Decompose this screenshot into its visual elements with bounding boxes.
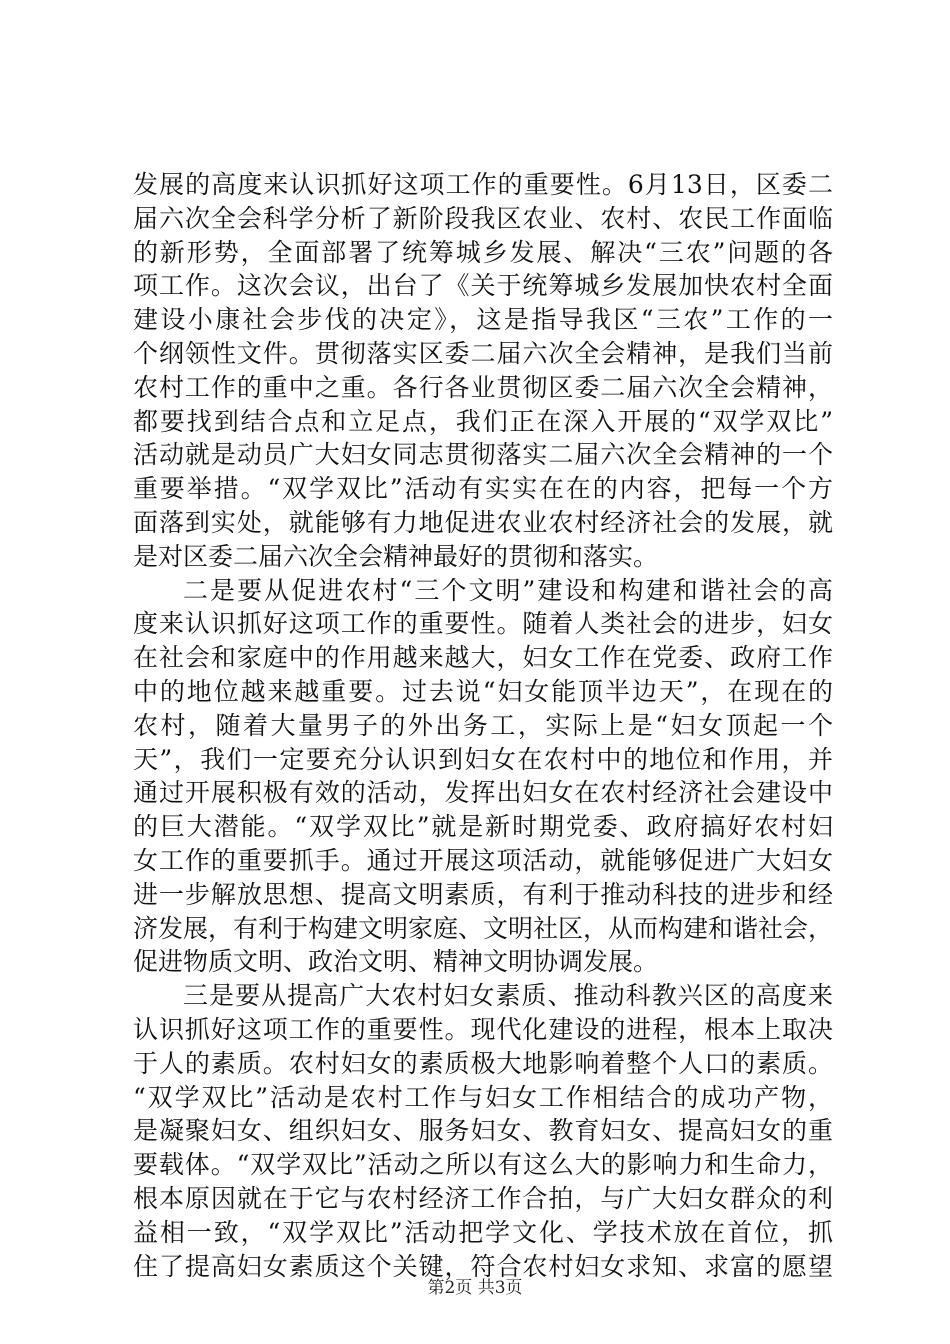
text-line: 济发展，有利于构建文明家庭、文明社区，从而构建和谐社会， bbox=[133, 913, 834, 943]
text-line: 的巨大潜能。“双学双比”就是新时期党委、政府搞好农村妇 bbox=[133, 812, 833, 842]
text-line: 个纲领性文件。贯彻落实区委二届六次全会精神，是我们当前 bbox=[133, 338, 833, 368]
text-line: 的新形势，全面部署了统筹城乡发展、解决“三农”问题的各 bbox=[133, 237, 833, 267]
text-line: 天”，我们一定要充分认识到妇女在农村中的地位和作用，并 bbox=[133, 744, 833, 774]
text-line: 项工作。这次会议，出台了《关于统筹城乡发展加快农村全面 bbox=[133, 271, 833, 301]
text-line: 要载体。“双学双比”活动之所以有这么大的影响力和生命力， bbox=[133, 1150, 833, 1180]
page-footer: 第2页 共3页 bbox=[427, 1278, 523, 1298]
body-text bbox=[133, 168, 833, 1283]
text-line: 根本原因就在于它与农村经济工作合拍，与广大妇女群众的利 bbox=[133, 1183, 833, 1213]
text-line: 度来认识抓好这项工作的重要性。随着人类社会的进步，妇女 bbox=[133, 609, 833, 639]
text-line: “双学双比”活动是农村工作与妇女工作相结合的成功产物， bbox=[133, 1082, 833, 1112]
text-line: 农村工作的重中之重。各行各业贯彻区委二届六次全会精神， bbox=[133, 372, 833, 402]
text-line: 通过开展积极有效的活动，发挥出妇女在农村经济社会建设中 bbox=[133, 778, 833, 808]
text-line: 中的地位越来越重要。过去说“妇女能顶半边天”，在现在的 bbox=[133, 676, 833, 706]
text-line: 是对区委二届六次全会精神最好的贯彻和落实。 bbox=[133, 541, 659, 571]
text-line: 发展的高度来认识抓好这项工作的重要性。6月13日，区委二 bbox=[133, 170, 833, 199]
text-line: 届六次全会科学分析了新阶段我区农业、农村、农民工作面临 bbox=[133, 203, 833, 233]
text-line: 女工作的重要抓手。通过开展这项活动，就能够促进广大妇女 bbox=[133, 845, 833, 875]
text-line: 进一步解放思想、提高文明素质，有利于推动科技的进步和经 bbox=[133, 879, 833, 909]
text-line: 是凝聚妇女、组织妇女、服务妇女、教育妇女、提高妇女的重 bbox=[133, 1116, 833, 1146]
text-line: 在社会和家庭中的作用越来越大，妇女工作在党委、政府工作 bbox=[133, 643, 833, 673]
text-line: 于人的素质。农村妇女的素质极大地影响着整个人口的素质。 bbox=[133, 1048, 833, 1078]
text-line: 重要举措。“双学双比”活动有实实在在的内容，把每一个方 bbox=[133, 474, 833, 504]
text-line: 都要找到结合点和立足点，我们正在深入开展的“双学双比” bbox=[133, 406, 833, 436]
text-line: 二是要从促进农村“三个文明”建设和构建和谐社会的高 bbox=[183, 575, 833, 605]
text-line: 住了提高妇女素质这个关键，符合农村妇女求知、求富的愿望 bbox=[133, 1251, 833, 1281]
text-line: 促进物质文明、政治文明、精神文明协调发展。 bbox=[133, 947, 659, 977]
text-line: 三是要从提高广大农村妇女素质、推动科教兴区的高度来 bbox=[183, 981, 833, 1011]
text-line: 建设小康社会步伐的决定》，这是指导我区“三农”工作的一 bbox=[133, 305, 833, 335]
text-line: 益相一致，“双学双比”活动把学文化、学技术放在首位，抓 bbox=[133, 1217, 833, 1247]
text-line: 面落到实处，就能够有力地促进农业农村经济社会的发展，就 bbox=[133, 507, 833, 537]
text-line: 农村，随着大量男子的外出务工，实际上是“妇女顶起一个 bbox=[133, 710, 833, 740]
text-line: 活动就是动员广大妇女同志贯彻落实二届六次全会精神的一个 bbox=[133, 440, 833, 470]
text-line: 认识抓好这项工作的重要性。现代化建设的进程，根本上取决 bbox=[133, 1014, 833, 1044]
